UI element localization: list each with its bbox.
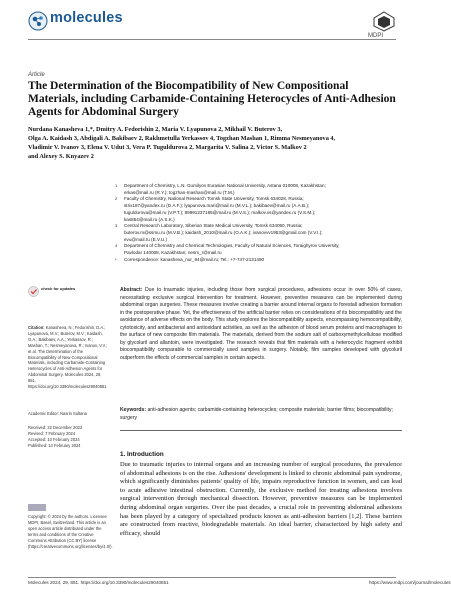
affiliation-text: erkas@mail.ru (R.Y.); togzhan-mashan@mail.ru (T.M.) bbox=[124, 189, 235, 195]
affiliation-number: 1 bbox=[115, 183, 118, 188]
footer-citation[interactable]: Molecules 2024, 29, 851. https://doi.org/10.3390/molecules29040851 bbox=[28, 580, 169, 585]
affiliation-text: strix187@yandex.ru (D.A.F.); lyapunova.mari@mail.ru (M.V.L.); bakibaev@mail.ru (A.A.B.); bbox=[124, 203, 310, 209]
affiliation-text: kas854@mail.ru (A.S.K.) bbox=[124, 216, 175, 222]
citation-label: Citation: bbox=[28, 325, 45, 330]
keywords-text: anti-adhesion agents; carbamide-containing heterocycles; composite materials; barrier films; biocompatibility; surgery bbox=[120, 407, 393, 421]
affiliation-text: Department of Chemistry, L.N. Gumilyov Eurasian National University, Astana 010008, Kazakhstan; bbox=[124, 183, 326, 188]
affiliation-text: Central Research Laboratory, Siberian State Medical University, Tomsk 634050, Russia; bbox=[124, 223, 303, 229]
publisher-name: MDPI bbox=[368, 33, 383, 39]
copyright-text: Copyright: © 2024 by the authors. Licensee MDPI, Basel, Switzerland. This article is an open access article distributed under the terms and conditions of the Creative Commons Attribution (CC BY) license (https://creativecommons.org/licenses/by/4.0/). bbox=[28, 514, 113, 549]
revised-date: Revised: 7 February 2024 bbox=[28, 430, 76, 436]
affiliations bbox=[115, 183, 402, 263]
dates-block bbox=[28, 425, 108, 449]
academic-editor: Academic Editor: Nasrin Sultana bbox=[28, 411, 87, 416]
author-list bbox=[28, 125, 400, 161]
article-title: The Determination of the Biocompatibility of New Compositional Materials, including Carbamide-Containing Heterocycles of Anti-Adhesion Agents for Abdominal Surgery bbox=[28, 80, 396, 119]
journal-name: molecules bbox=[50, 10, 123, 26]
citation-text: Kanasheva, N.; Fedorishin, D.A.; Lyapunova, M.V.; Buterov, M.V.; Kaidash, O.A.; Bakibaev, A.A.; Yerkassov, R.; Mashan, T.; Nesmeyanova, R.; Ivanov, V.V.; et al. The Determination of the Biocompatibility of New Compositional Materials, including Carbamide-Containing Heterocycles of Anti-Adhesion Agents for Abdominal Surgery. Molecules 2024, 29, 851. https://doi.org/10.3390/molecules29040851 bbox=[28, 325, 108, 390]
affiliation-number: 2 bbox=[115, 196, 118, 202]
accepted-date: Accepted: 10 February 2024 bbox=[28, 436, 80, 442]
article-type: Article bbox=[28, 72, 45, 78]
affiliation-text: evu@mail.ru (E.V.U.) bbox=[124, 236, 168, 242]
affiliation-2 bbox=[115, 196, 402, 223]
footer-rule bbox=[28, 577, 396, 578]
correspondence-text: Correspondence: kanasheva_nur_94@mail.ru; Tel.: +7-747-2131490 bbox=[124, 256, 265, 262]
intro-text: Due to traumatic injuries to internal organs and an increasing number of surgical procedures, the prevalence of abdominal adhesions is on the rise. Adhesions' development is linked to chronic abdominal pain syndrome, which significantly diminishes patients' quality of life, impairs reproductive function in women, and can lead to acute adhesive intestinal obstruction. Currently, the exclusive method for treating adhesions involves surgical intervention through mechanical dissection. However, preventive measures can be implemented during abdominal organ surgeries. Over the past decades, a crucial role in preventing abdominal adhesions has been played by a category of specialized products known as anti-adhesion barriers [1,2]. These barriers are constructed from reactive, biodegradable materials. An ideal barrier, characterized by high safety and efficacy, should bbox=[120, 461, 402, 537]
keywords bbox=[120, 407, 402, 422]
abstract bbox=[120, 287, 402, 362]
affiliation-text: tuguldurova@mail.ru (V.P.T.); 89991237185@mail.ru (M.V.S.); malkov.vs@yandex.ru (V.S.M.); bbox=[124, 209, 316, 215]
keywords-rule bbox=[120, 430, 402, 431]
affiliation-number: 3 bbox=[115, 223, 118, 229]
molecules-logo-icon bbox=[28, 11, 48, 31]
abstract-label: Abstract: bbox=[120, 287, 143, 293]
author-line: and Alexey S. Knyazev 2 bbox=[28, 153, 94, 160]
keywords-label: Keywords: bbox=[120, 407, 147, 413]
affiliation-number: 4 bbox=[115, 243, 118, 249]
published-date: Published: 14 February 2024 bbox=[28, 442, 81, 448]
affiliation-3 bbox=[115, 223, 402, 243]
intro-paragraph bbox=[120, 461, 402, 538]
citation-block bbox=[28, 325, 108, 390]
author-line: Nurdana Kanasheva 1,*, Dmitry A. Fedorishin 2, Maria V. Lyapunova 2, Mikhail V. Buterov 3, bbox=[28, 126, 283, 133]
author-line: Olga A. Kaidash 3, Abdigali A. Bakibaev 2, Rakhmetulla Yerkassov 4, Togzhan Mashan 1, Rimma Nesmeyanova 4, bbox=[28, 135, 336, 142]
cc-license-icon[interactable] bbox=[28, 504, 46, 511]
affiliation-text: Faculty of Chemistry, National Research Tomsk State University, Tomsk 634028, Russia; bbox=[124, 196, 304, 202]
author-line: Vladimir V. Ivanov 3, Elena V. Udut 3, Vera P. Tuguldurova 2, Margarita V. Salina 2, Victor S. Malkov 2 bbox=[28, 144, 307, 151]
section-heading: 1. Introduction bbox=[120, 451, 164, 458]
abstract-text: Due to traumatic injuries, including those from surgical procedures, adhesions occur in over 50% of cases, necessitating exclusive surgical intervention for treatment. However, preventive measures can be implemented during abdominal organ surgeries. These measures involve creating a barrier around internal organs to forestall adhesion formation in the postoperative phase. Yet, the effectiveness of the artificial barrier relies on considerations of its biocompatibility and the avoidance of adverse effects on the body. This study explores the biocompatibility aspects, encompassing hemocompatibility, cytotoxicity, and antibacterial and antioxidant activities, as well as the adhesion of blood serum proteins and macrophages to the surface of new composite film materials. The materials, derived from the sodium salt of carboxymethylcellulose modified by glycoluril and allantoin, were investigated. The research reveals that film materials with a heterocyclic fragment exhibit biocompatibility comparable to commercially used samples in surgery. Notably, film samples developed with glycoluril outperform the effects of commercial samples in certain aspects. bbox=[120, 287, 402, 361]
affiliation-text: Department of Chemistry and Chemical Technologies, Faculty of Natural Sciences, Toraighyrov University, bbox=[124, 243, 340, 249]
mdpi-logo-icon bbox=[373, 11, 395, 32]
check-for-updates-icon[interactable] bbox=[28, 286, 39, 297]
affiliation-text: Pavlodar 140008, Kazakhstan; nesm_r@mail.ru bbox=[124, 250, 222, 256]
correspondence bbox=[115, 256, 402, 264]
affiliation-4 bbox=[115, 243, 402, 256]
check-for-updates-label[interactable]: check for updates bbox=[41, 286, 76, 291]
affiliation-number: * bbox=[115, 256, 117, 262]
received-date: Received: 22 December 2023 bbox=[28, 425, 83, 430]
footer-journal-link[interactable]: https://www.mdpi.com/journal/molecules bbox=[369, 580, 451, 585]
header-rule bbox=[28, 39, 396, 40]
affiliation-text: buterov.m@ssmu.ru (M.V.B.); kaidash_2010@mail.ru (O.A.K.); ivanovvv1953@gmail.com (V.V.I.); bbox=[124, 229, 323, 235]
affiliation-1 bbox=[115, 183, 402, 196]
